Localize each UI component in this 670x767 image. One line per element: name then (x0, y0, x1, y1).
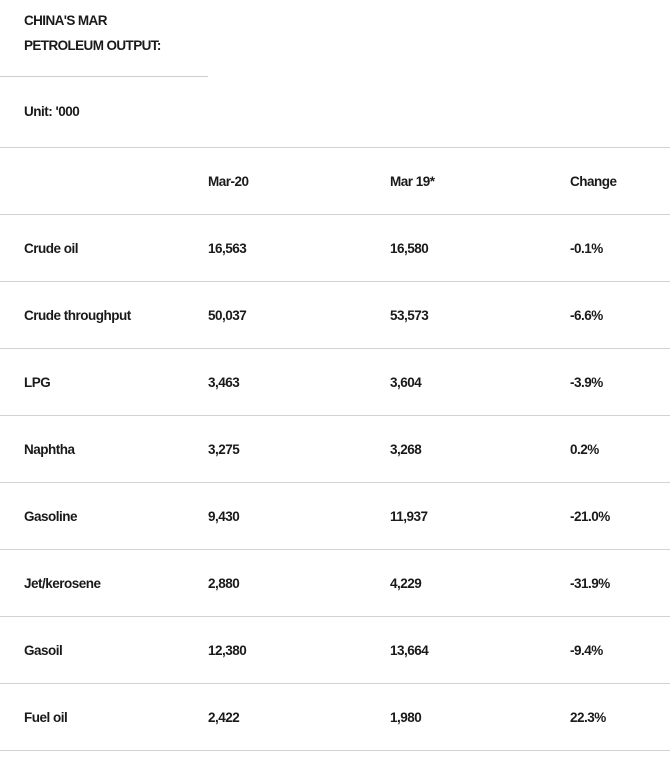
product-cell: Fuel oil (0, 684, 208, 751)
mar19-cell: 3,604 (390, 349, 570, 416)
title-divider (0, 76, 208, 77)
change-cell: -6.6% (570, 282, 670, 349)
table-header-row (0, 148, 670, 215)
change-cell: 0.2% (570, 416, 670, 483)
header-mar19: Mar 19* (390, 148, 570, 215)
table-row (0, 617, 670, 684)
mar20-cell: 9,430 (208, 483, 390, 550)
table-row (0, 349, 670, 416)
header-change: Change (570, 148, 670, 215)
change-cell: -0.1% (570, 215, 670, 282)
table-row (0, 550, 670, 617)
change-cell: -21.0% (570, 483, 670, 550)
title-line-1: CHINA'S MAR (24, 13, 107, 28)
change-cell: 22.3% (570, 684, 670, 751)
mar19-cell: 16,580 (390, 215, 570, 282)
change-cell: -31.9% (570, 550, 670, 617)
mar20-cell: 12,380 (208, 617, 390, 684)
table-row (0, 483, 670, 550)
mar20-cell: 3,275 (208, 416, 390, 483)
mar19-cell: 1,980 (390, 684, 570, 751)
petroleum-output-table (0, 147, 670, 751)
header-product (0, 148, 208, 215)
mar19-cell: 11,937 (390, 483, 570, 550)
mar19-cell: 53,573 (390, 282, 570, 349)
mar20-cell: 2,422 (208, 684, 390, 751)
table-row (0, 684, 670, 751)
table-row (0, 282, 670, 349)
table-row (0, 215, 670, 282)
mar20-cell: 50,037 (208, 282, 390, 349)
unit-label: Unit: '000 (24, 104, 80, 119)
product-cell: Crude throughput (0, 282, 208, 349)
mar19-cell: 4,229 (390, 550, 570, 617)
product-cell: Crude oil (0, 215, 208, 282)
mar20-cell: 2,880 (208, 550, 390, 617)
header-mar20: Mar-20 (208, 148, 390, 215)
product-cell: Gasoil (0, 617, 208, 684)
product-cell: Gasoline (0, 483, 208, 550)
product-cell: Jet/kerosene (0, 550, 208, 617)
mar20-cell: 16,563 (208, 215, 390, 282)
table-row (0, 416, 670, 483)
change-cell: -3.9% (570, 349, 670, 416)
mar20-cell: 3,463 (208, 349, 390, 416)
product-cell: LPG (0, 349, 208, 416)
mar19-cell: 13,664 (390, 617, 570, 684)
mar19-cell: 3,268 (390, 416, 570, 483)
change-cell: -9.4% (570, 617, 670, 684)
table-title (24, 8, 214, 58)
product-cell: Naphtha (0, 416, 208, 483)
title-line-2: PETROLEUM OUTPUT: (24, 38, 161, 53)
